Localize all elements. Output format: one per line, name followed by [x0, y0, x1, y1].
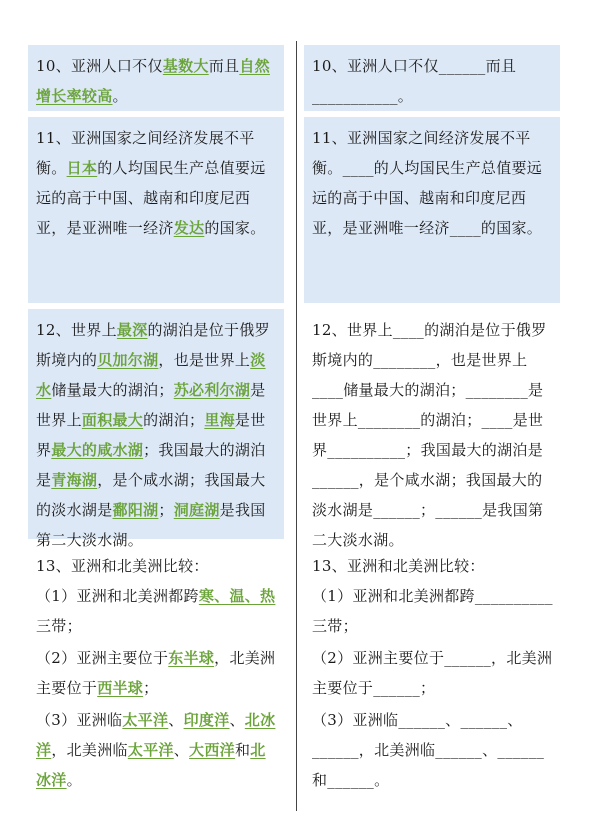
question-12-answer: 12、世界上最深的湖泊是位于俄罗斯境内的贝加尔湖，也是世界上淡水储量最大的湖泊；苏必利尔湖是世界上面积最大的湖泊；里海是世界最大的咸水湖；我国最大的湖泊是青海湖，是个咸水湖；我国最大的淡水湖是鄱阳湖；洞庭湖是我国第二大淡水湖。 [28, 309, 284, 539]
question-13-blank [304, 545, 560, 811]
worksheet [28, 41, 564, 811]
question-13-part-1-blank: （1）亚洲和北美洲都跨__________三带； [312, 587, 553, 635]
question-13-part-3-blank: （3）亚洲临______、______、______，北美洲临______、______和______。 [312, 711, 545, 789]
question-11-blank: 11、亚洲国家之间经济发展不平衡。____的人均国民生产总值要远远的高于中国、越南和印度尼西亚，是亚洲唯一经济____的国家。 [304, 117, 560, 303]
question-10-answer: 10、亚洲人口不仅基数大而且自然增长率较高。 [28, 45, 284, 111]
column-divider [296, 41, 297, 811]
question-13-title: 13、亚洲和北美洲比较： [36, 557, 209, 575]
question-10-blank: 10、亚洲人口不仅______而且___________。 [304, 45, 560, 111]
question-12-blank: 12、世界上____的湖泊是位于俄罗斯境内的________，也是世界上____储量最大的湖泊；________是世界上________的湖泊；____是世界__________；我国最大的湖泊是______，是个咸水湖；我国最大的淡水湖是______；______是我国第二大淡水湖。 [312, 321, 547, 549]
question-13-answer [28, 545, 284, 811]
question-11-answer: 11、亚洲国家之间经济发展不平衡。日本的人均国民生产总值要远远的高于中国、越南和印度尼西亚，是亚洲唯一经济发达的国家。 [28, 117, 284, 303]
question-13-part-3: （3）亚洲临太平洋、印度洋、北冰洋，北美洲临太平洋、大西洋和北冰洋。 [36, 711, 276, 789]
question-13-part-1: （1）亚洲和北美洲都跨寒、温、热三带； [36, 587, 276, 635]
question-13-part-2-blank: （2）亚洲主要位于______，北美洲主要位于______； [312, 649, 553, 697]
question-13-part-2: （2）亚洲主要位于东半球，北美洲主要位于西半球； [36, 649, 276, 697]
question-13-title-blank: 13、亚洲和北美洲比较： [312, 557, 485, 575]
